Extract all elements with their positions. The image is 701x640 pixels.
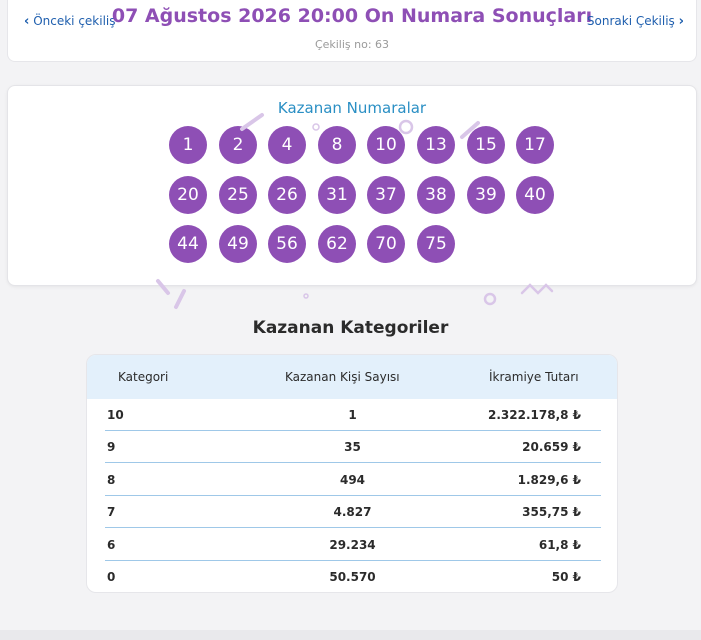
winning-number-ball: 10 <box>367 126 405 164</box>
category-cell: 7 <box>107 505 116 520</box>
winning-number-ball: 15 <box>467 126 505 164</box>
decor-circle <box>485 294 495 304</box>
decor-zigzag <box>522 285 552 293</box>
decor-line <box>176 291 184 307</box>
categories-title: Kazanan Kategoriler <box>252 318 449 338</box>
winning-number-ball: 62 <box>318 225 356 263</box>
category-cell: 6 <box>107 537 116 552</box>
decor-circle <box>304 294 308 298</box>
winning-number-ball: 8 <box>318 126 356 164</box>
next-draw-label: Sonraki Çekiliş <box>586 14 675 28</box>
footer-divider <box>0 630 701 640</box>
winning-number-ball: 39 <box>467 176 505 214</box>
prize-cell: 2.322.178,8 ₺ <box>488 408 581 422</box>
winning-number-ball: 2 <box>219 126 257 164</box>
category-cell: 9 <box>107 440 116 455</box>
winners-cell: 29.234 <box>329 537 376 552</box>
winning-number-ball: 13 <box>417 126 455 164</box>
chevron-right-icon: › <box>678 14 684 29</box>
winners-cell: 1 <box>348 408 357 422</box>
table-row <box>105 529 601 561</box>
prize-cell: 20.659 ₺ <box>522 440 581 455</box>
winning-number-ball: 70 <box>367 225 405 263</box>
winning-numbers-title: Kazanan Numaralar <box>277 99 427 117</box>
prize-cell: 61,8 ₺ <box>538 537 581 552</box>
page-title: 07 Ağustos 2026 20:00 On Numara Sonuçları <box>111 5 593 27</box>
category-cell: 8 <box>107 472 116 487</box>
prize-cell: 1.829,6 ₺ <box>517 472 581 487</box>
table-row <box>105 561 601 593</box>
winning-number-ball: 56 <box>268 225 306 263</box>
winning-number-ball: 4 <box>268 126 306 164</box>
column-header-category: Kategori <box>118 370 169 384</box>
category-cell: 10 <box>107 408 124 422</box>
column-header-prize: İkramiye Tutarı <box>489 370 579 384</box>
winning-number-ball: 20 <box>169 176 207 214</box>
column-header-winners: Kazanan Kişi Sayısı <box>285 370 400 384</box>
winning-number-ball: 17 <box>516 126 554 164</box>
winning-number-ball: 75 <box>417 225 455 263</box>
winning-number-ball: 38 <box>417 176 455 214</box>
winning-number-ball: 25 <box>219 176 257 214</box>
winning-number-ball: 40 <box>516 176 554 214</box>
winners-cell: 35 <box>344 440 361 455</box>
next-draw-link[interactable] <box>587 14 684 29</box>
winning-number-ball: 26 <box>268 176 306 214</box>
prize-cell: 50 ₺ <box>551 570 581 584</box>
winners-cell: 50.570 <box>329 570 376 584</box>
winning-number-ball: 49 <box>219 225 257 263</box>
table-row <box>105 464 601 496</box>
table-row <box>105 399 601 431</box>
table-header <box>87 355 617 399</box>
winning-numbers-card <box>7 85 697 286</box>
winning-number-ball: 31 <box>318 176 356 214</box>
prize-cell: 355,75 ₺ <box>522 505 581 520</box>
winning-number-ball: 1 <box>169 126 207 164</box>
table-row <box>105 496 601 528</box>
winning-number-ball: 44 <box>169 225 207 263</box>
categories-table <box>86 354 618 593</box>
draw-header <box>7 0 697 62</box>
previous-draw-label: Önceki çekiliş <box>33 14 116 28</box>
winning-number-ball: 37 <box>367 176 405 214</box>
chevron-left-icon: ‹ <box>24 14 30 29</box>
winners-cell: 494 <box>339 472 366 487</box>
table-row <box>105 431 601 463</box>
category-cell: 0 <box>107 570 116 584</box>
winners-cell: 4.827 <box>333 505 372 520</box>
draw-number: Çekiliş no: 63 <box>314 38 390 51</box>
